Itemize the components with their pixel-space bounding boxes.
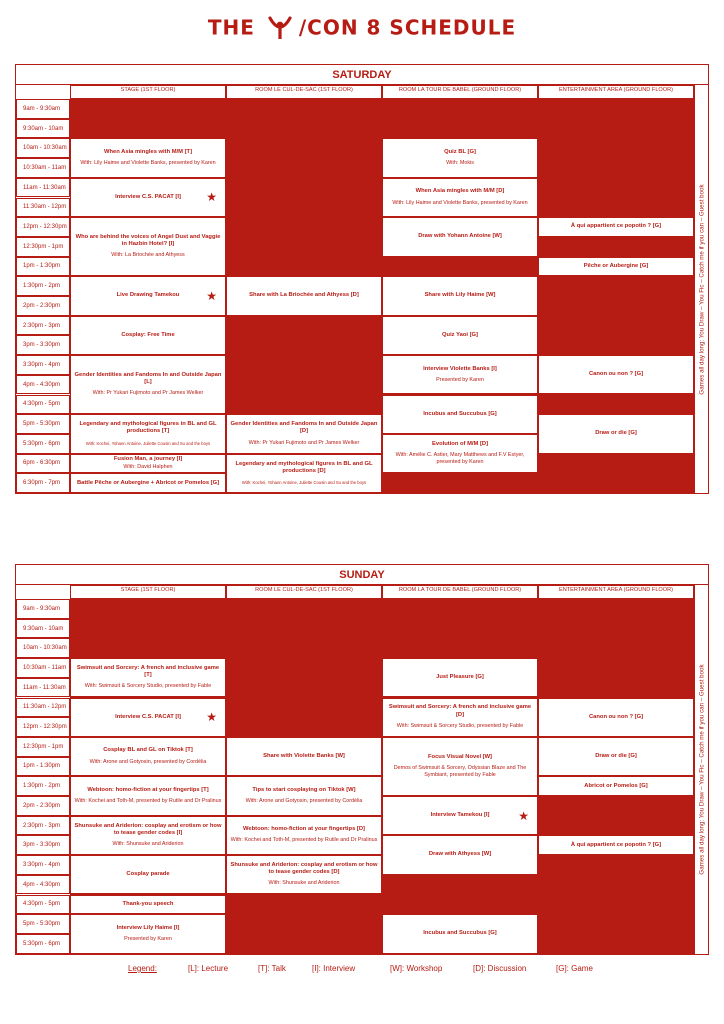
legend-title: Legend: <box>128 964 157 973</box>
event-speakers: Demos of Swimsuit & Sorcery, Odyssian Blaze and The Symbiant, presented by Fable <box>393 765 527 779</box>
event-speakers: With: Pr Yukari Fujimoto and Pr James Welker <box>248 439 360 446</box>
time-slot: 1pm - 1:30pm <box>16 757 70 777</box>
event-block[interactable] <box>226 737 382 776</box>
legend-item: [W]: Workshop <box>390 964 443 973</box>
event-title: Interview Violette Banks [I] <box>423 365 497 372</box>
time-slot: 3pm - 3:30pm <box>16 835 70 855</box>
event-block[interactable] <box>382 316 538 355</box>
event-block[interactable] <box>382 178 538 217</box>
event-block[interactable] <box>70 855 226 894</box>
time-slot: 5pm - 5:30pm <box>16 914 70 934</box>
event-speakers: With: Swimsuit & Sorcery Studio, presented by Fable <box>396 722 524 729</box>
time-slot: 9am - 9:30am <box>16 599 70 619</box>
event-block[interactable] <box>70 816 226 855</box>
time-slot: 12:30pm - 1pm <box>16 737 70 757</box>
time-slot: 9:30am - 10am <box>16 619 70 639</box>
event-title: Legendary and mythological figures in BL and GL productions [D] <box>235 460 373 474</box>
event-block[interactable] <box>226 276 382 315</box>
event-speakers: With: Mokis <box>446 160 474 167</box>
star-icon: ★ <box>518 808 529 823</box>
event-title: Battle Pêche or Aubergine + Abricot or Pomelos [G] <box>76 479 220 486</box>
event-block[interactable] <box>226 454 382 493</box>
event-block[interactable] <box>382 434 538 473</box>
y-logo-icon <box>267 16 293 40</box>
event-title: Gender Identities and Fandoms In and Outside Japan [D] <box>230 421 378 435</box>
schedule-grid <box>16 85 708 493</box>
legend-item: [I]: Interview <box>312 964 356 973</box>
event-block[interactable] <box>70 178 226 217</box>
legend-item: [D]: Discussion <box>473 964 527 973</box>
event-speakers: Presented by Karen <box>436 376 484 383</box>
event-speakers: With: Lily Haime and Violette Banks, presented by Karen <box>80 160 216 167</box>
time-slot: 11:30am - 12pm <box>16 698 70 718</box>
event-title: Cosplay: Free Time <box>121 331 175 338</box>
event-title: Quiz BL [G] <box>444 148 476 155</box>
event-title: Draw or die [G] <box>595 752 637 759</box>
column-header: ENTERTAINMENT AREA (GROUND FLOOR) <box>538 585 694 599</box>
event-block[interactable] <box>538 414 694 453</box>
column-header: STAGE (1ST FLOOR) <box>70 85 226 99</box>
time-slot: 1:30pm - 2pm <box>16 276 70 296</box>
event-title: Shunsuke and Ariderion: cosplay and erotism or how to tease gender codes [I] <box>74 822 222 836</box>
event-block[interactable] <box>382 737 538 796</box>
event-block[interactable] <box>382 835 538 874</box>
time-slot: 5pm - 5:30pm <box>16 414 70 434</box>
time-slot: 9am - 9:30am <box>16 99 70 119</box>
event-title: Legendary and mythological figures in BL and GL productions [T] <box>79 421 217 435</box>
time-slot: 11am - 11:30am <box>16 678 70 698</box>
event-block[interactable] <box>382 796 538 835</box>
event-block[interactable] <box>382 698 538 737</box>
event-title: Shunsuke and Ariderion: cosplay and erotism or how to tease gender codes [D] <box>230 862 378 876</box>
event-speakers: With: Shunsuke and Ariderion <box>112 841 184 848</box>
time-slot: 3:30pm - 4pm <box>16 355 70 375</box>
event-title: Interview C.S. PACAT [I] <box>115 713 181 720</box>
side-banner <box>694 85 710 493</box>
event-title: Thank-you speech <box>122 900 174 907</box>
time-slot: 4pm - 4:30pm <box>16 875 70 895</box>
time-slot: 3pm - 3:30pm <box>16 335 70 355</box>
time-slot: 10:30am - 11am <box>16 158 70 178</box>
time-slot: 3:30pm - 4pm <box>16 855 70 875</box>
column-header: STAGE (1ST FLOOR) <box>70 585 226 599</box>
event-block[interactable] <box>538 257 694 277</box>
event-title: Interview Tamekou [I] <box>430 812 490 819</box>
event-block[interactable] <box>382 276 538 315</box>
event-block[interactable] <box>70 914 226 953</box>
event-speakers: With: Kochei, Yohann Antoine, Juliette Cousin and Su and the boys <box>241 479 367 485</box>
legend-item: [L]: Lecture <box>188 964 229 973</box>
event-title: Interview C.S. PACAT [I] <box>115 193 181 200</box>
side-banner-text: Games all day long: You Draw – You Fic – Catch me if you can – Guest book <box>699 664 706 875</box>
event-block[interactable] <box>382 217 538 256</box>
event-title: Share with La Briochée and Athyess [D] <box>249 292 359 299</box>
event-block[interactable] <box>70 895 226 915</box>
time-slot: 1:30pm - 2pm <box>16 776 70 796</box>
column-header: ROOM LE CUL-DE-SAC (1ST FLOOR) <box>226 585 382 599</box>
event-title: Interview Lily Haime [I] <box>116 924 180 931</box>
event-block[interactable] <box>382 658 538 697</box>
event-speakers: With: David Halphen <box>123 464 173 471</box>
side-banner <box>694 585 710 954</box>
event-title: When Asia mingles with M/M [D] <box>415 188 505 195</box>
time-slot: 4pm - 4:30pm <box>16 375 70 395</box>
event-title: Swimsuit and Sorcery: A french and inclusive game [D] <box>388 704 532 718</box>
title-suffix: /CON 8 SCHEDULE <box>298 15 517 40</box>
event-speakers: With: Arone and Gotyosin, presented by Cordélia <box>245 798 363 805</box>
column-header: ROOM LE CUL-DE-SAC (1ST FLOOR) <box>226 85 382 99</box>
sunday-schedule <box>15 564 709 955</box>
event-title: Share with Violette Banks [W] <box>263 752 345 759</box>
event-title: Just Pleasure [G] <box>436 674 484 681</box>
legend-item: [G]: Game <box>556 964 593 973</box>
event-block[interactable] <box>538 737 694 776</box>
schedule-grid <box>16 585 708 954</box>
event-block[interactable] <box>70 355 226 414</box>
event-title: Incubus and Succubus [G] <box>423 410 497 417</box>
time-slot: 4:30pm - 5pm <box>16 895 70 915</box>
column-header: ROOM LA TOUR DE BABEL (GROUND FLOOR) <box>382 585 538 599</box>
time-slot: 12pm - 12:30pm <box>16 217 70 237</box>
time-slot: 2:30pm - 3pm <box>16 316 70 336</box>
event-block[interactable] <box>382 395 538 434</box>
event-title: Draw or die [G] <box>595 430 637 437</box>
event-title: Fusion Man, a journey [I] <box>113 455 183 462</box>
page-title <box>0 14 724 40</box>
time-slot: 12pm - 12:30pm <box>16 717 70 737</box>
event-block[interactable] <box>538 355 694 394</box>
event-block[interactable] <box>538 698 694 737</box>
column-header: ROOM LA TOUR DE BABEL (GROUND FLOOR) <box>382 85 538 99</box>
event-speakers: With: Swimsuit & Sorcery Studio, presented by Fable <box>84 683 212 690</box>
event-block[interactable] <box>382 138 538 177</box>
event-title: Webtoon: homo-fiction at your fingertips [D] <box>243 826 365 833</box>
time-slot: 6pm - 6:30pm <box>16 454 70 474</box>
event-title: Cosplay BL and GL on Tiktok [T] <box>103 747 193 754</box>
event-title: Quiz Yaoi [G] <box>442 331 478 338</box>
event-title: Evolution of M/M [D] <box>431 440 489 447</box>
event-title: Who are behind the voices of Angel Dust and Vaggie in Hazbin Hotel? [I] <box>75 234 221 248</box>
star-icon: ★ <box>206 288 217 303</box>
title-prefix: THE <box>207 15 255 40</box>
event-block[interactable] <box>226 855 382 894</box>
event-block[interactable] <box>226 776 382 815</box>
event-block[interactable] <box>382 355 538 394</box>
side-banner-text: Games all day long: You Draw – You Fic – Catch me if you can – Guest book <box>699 183 706 395</box>
event-speakers: With: Shunsuke and Ariderion <box>268 880 340 887</box>
day-title: SUNDAY <box>16 565 708 585</box>
event-block[interactable] <box>70 473 226 493</box>
event-block[interactable] <box>70 217 226 276</box>
saturday-schedule <box>15 64 709 494</box>
event-block[interactable] <box>226 414 382 453</box>
event-speakers: With: Kochei and Toth-M, presented by Rutile and Dr Pralinus <box>74 798 222 805</box>
day-title: SATURDAY <box>16 65 708 85</box>
event-block[interactable] <box>70 776 226 815</box>
time-slot: 10:30am - 11am <box>16 658 70 678</box>
star-icon: ★ <box>206 190 217 205</box>
star-icon: ★ <box>206 710 217 725</box>
event-speakers: With: Kochei and Toth-M, presented by Rutile and Dr Pralinus <box>230 837 378 844</box>
event-block[interactable] <box>538 835 694 855</box>
event-title: Pêche or Aubergine [G] <box>583 262 649 269</box>
time-slot: 2pm - 2:30pm <box>16 296 70 316</box>
event-speakers: With: La Briochée and Athyess <box>111 252 185 259</box>
event-title: Canon ou non ? [G] <box>588 371 644 378</box>
time-slot: 4:30pm - 5pm <box>16 395 70 415</box>
event-title: Cosplay parade <box>126 871 170 878</box>
event-title: Gender Identities and Fandoms In and Outside Japan [L] <box>74 371 222 386</box>
event-title: Live Drawing Tamekou <box>116 292 180 299</box>
event-block[interactable] <box>70 276 226 315</box>
event-title: Focus Visual Novel [W] <box>428 753 492 760</box>
event-title: Incubus and Succubus [G] <box>423 930 497 937</box>
event-title: Webtoon: homo-fiction at your fingertips [T] <box>87 786 209 793</box>
event-title: Canon ou non ? [G] <box>588 713 644 720</box>
time-slot: 11:30am - 12pm <box>16 198 70 218</box>
column-header: ENTERTAINMENT AREA (GROUND FLOOR) <box>538 85 694 99</box>
event-block[interactable] <box>382 914 538 953</box>
event-block[interactable] <box>70 316 226 355</box>
time-slot: 9:30am - 10am <box>16 119 70 139</box>
time-slot: 11am - 11:30am <box>16 178 70 198</box>
time-slot: 2:30pm - 3pm <box>16 816 70 836</box>
event-title: À qui appartient ce popotin ? [G] <box>570 841 662 848</box>
time-slot: 10am - 10:30am <box>16 638 70 658</box>
event-block[interactable] <box>538 776 694 796</box>
time-slot: 5:30pm - 6pm <box>16 434 70 454</box>
event-block[interactable] <box>70 138 226 177</box>
event-speakers: With: Amélie C. Astier, Mary Matthews and F.V Estyer, presented by Karen <box>395 452 525 466</box>
event-title: When Asia mingles with M/M [T] <box>103 148 193 155</box>
time-slot: 12:30pm - 1pm <box>16 237 70 257</box>
event-speakers: With: Pr Yukari Fujimoto and Pr James Welker <box>92 390 204 397</box>
legend-item: [T]: Talk <box>258 964 286 973</box>
time-slot: 10am - 10:30am <box>16 138 70 158</box>
event-block[interactable] <box>70 454 226 474</box>
event-title: Tips to start cosplaying on Tiktok [W] <box>252 786 356 793</box>
event-block[interactable] <box>70 414 226 453</box>
event-title: Draw with Athyess [W] <box>428 851 492 858</box>
time-slot: 6:30pm - 7pm <box>16 473 70 493</box>
event-speakers: With: Kochei, Yohann Antoine, Juliette Cousin and Su and the boys <box>85 440 211 446</box>
event-block[interactable] <box>70 737 226 776</box>
event-title: Share with Lily Haime [W] <box>424 292 496 299</box>
event-block[interactable] <box>226 816 382 855</box>
event-speakers: Presented by Karen <box>124 935 172 942</box>
event-block[interactable] <box>70 698 226 737</box>
event-speakers: With: Arone and Gotyosin, presented by Cordélia <box>89 758 207 765</box>
event-title: Draw with Yohann Antoine [W] <box>418 233 502 240</box>
event-title: Abricot or Pomelos [G] <box>584 782 648 789</box>
event-speakers: With: Lily Haime and Violette Banks, presented by Karen <box>392 199 528 206</box>
event-block[interactable] <box>70 658 226 697</box>
time-slot: 1pm - 1:30pm <box>16 257 70 277</box>
event-title: Swimsuit and Sorcery: A french and inclusive game [T] <box>76 665 220 679</box>
event-block[interactable] <box>538 217 694 237</box>
time-slot: 5:30pm - 6pm <box>16 934 70 954</box>
event-title: À qui appartient ce popotin ? [G] <box>570 223 662 230</box>
time-slot: 2pm - 2:30pm <box>16 796 70 816</box>
